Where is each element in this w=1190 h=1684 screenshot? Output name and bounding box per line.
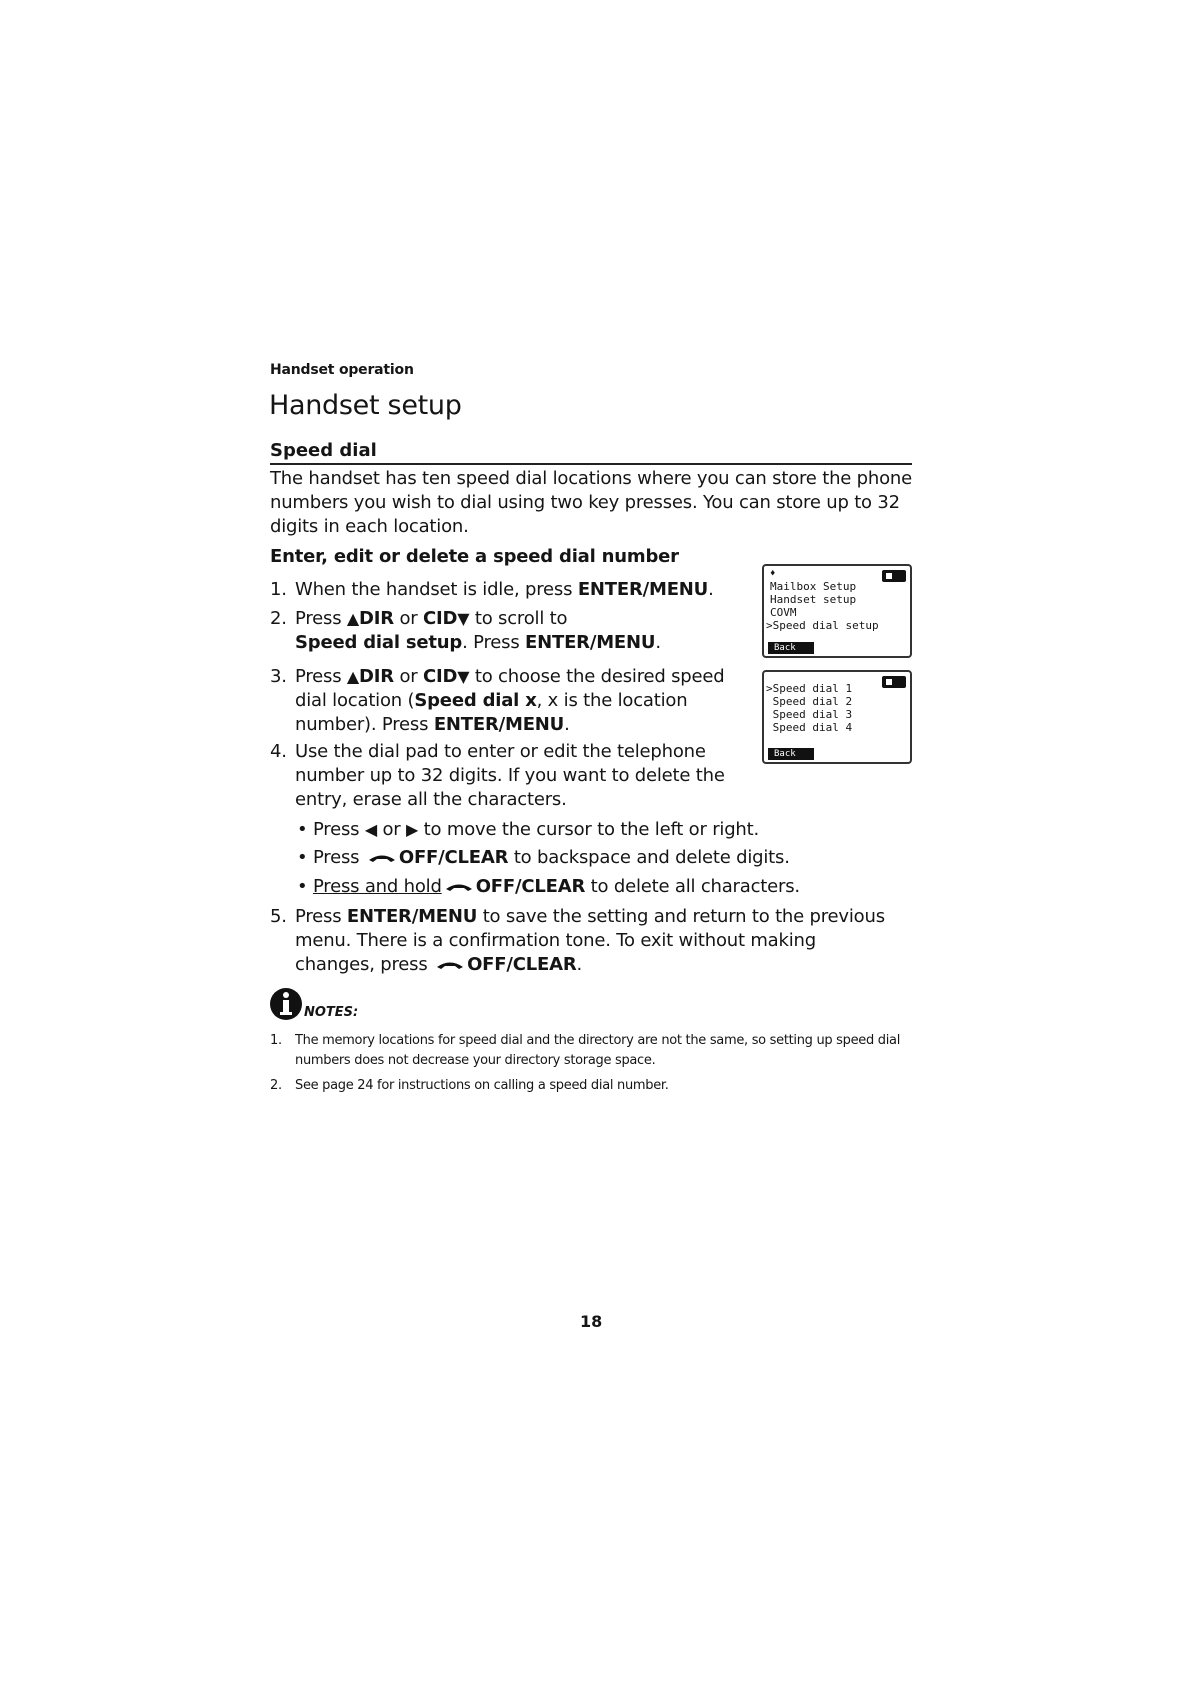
down-triangle-icon: ▼ (457, 609, 470, 628)
down-triangle-icon: ▼ (457, 667, 470, 686)
up-triangle-icon: ▲ (346, 667, 360, 686)
bullet-backspace: • Press OFF/CLEAR to backspace and delete digits. (297, 847, 790, 868)
intro-paragraph: The handset has ten speed dial locations where you can store the phone numbers you wish to dial using two key presses. You can store up to 32 digits in each location. (270, 468, 912, 537)
section-label: Handset operation (270, 362, 414, 378)
procedure-heading: Enter, edit or delete a speed dial number (270, 546, 679, 567)
lcd-screen-menu: ♦ Mailbox Setup Handset setup COVM >Speed dial setup Back (762, 564, 912, 658)
battery-icon (882, 676, 906, 688)
notes-title: NOTES: (304, 1005, 359, 1020)
up-triangle-icon: ▲ (346, 609, 360, 628)
softkey-back: Back (768, 748, 814, 760)
subsection-title: Speed dial (270, 440, 912, 465)
info-icon (269, 987, 309, 1023)
left-triangle-icon: ◀ (364, 820, 377, 839)
bullet-cursor: • Press ◀ or ▶ to move the cursor to the left or right. (297, 819, 760, 840)
phone-off-icon (444, 882, 474, 892)
page-number: 18 (580, 1312, 603, 1331)
manual-page: Handset operation Handset setup Speed dial The handset has ten speed dial locations where you can store the phone numbers you wish to dial using two key presses. You can store up to 32 digits in each location. Enter, edit or delete a speed dial number 1. When the handset is idle, press ENTER/MENU. 2. Press ▲DIR or CID▼ to scroll to Speed dial setup. Press ENTER/MENU. 3. Press ▲DIR or CID▼ to choose the desired speed dial location (Speed dial x, x is the location number). Press ENTER/MENU. 4. Use the dial pad to enter or edit the telephone number up to 32 digits. If you want to delete the entry, erase all the characters. • Press ◀ or ▶ to move the cursor to the left or right. • Press OFF/CLEAR to backspace and delete digits. • Press and hold OFF/CLEAR to delete all characters. 5. Press ENTER/MENU to save the setting and return to the previous menu. There is a confirmation tone. To exit without making changes, press OFF/CLEAR. ♦ Mailbox Setup Handset setup COVM >Speed dial setup Back >Speed dial 1 Speed dial 2 Speed dial 3 Speed dial 4 Back NOTES: 1. The memory locations for speed dial and the directory are not the same, so setting up speed dial numbers does not decrease your directory storage space. 2. See page 24 for instructions on calling a speed dial number. 18 (0, 0, 1190, 1684)
right-triangle-icon: ▶ (406, 820, 419, 839)
signal-icon: ♦ (770, 569, 776, 579)
battery-icon (882, 570, 906, 582)
phone-off-icon (367, 853, 397, 863)
bullet-delete-all: • Press and hold OFF/CLEAR to delete all characters. (297, 876, 800, 897)
softkey-back: Back (768, 642, 814, 654)
phone-off-icon (435, 960, 465, 970)
lcd-screen-speed-dial: >Speed dial 1 Speed dial 2 Speed dial 3 Speed dial 4 Back (762, 670, 912, 764)
page-title: Handset setup (269, 390, 462, 421)
